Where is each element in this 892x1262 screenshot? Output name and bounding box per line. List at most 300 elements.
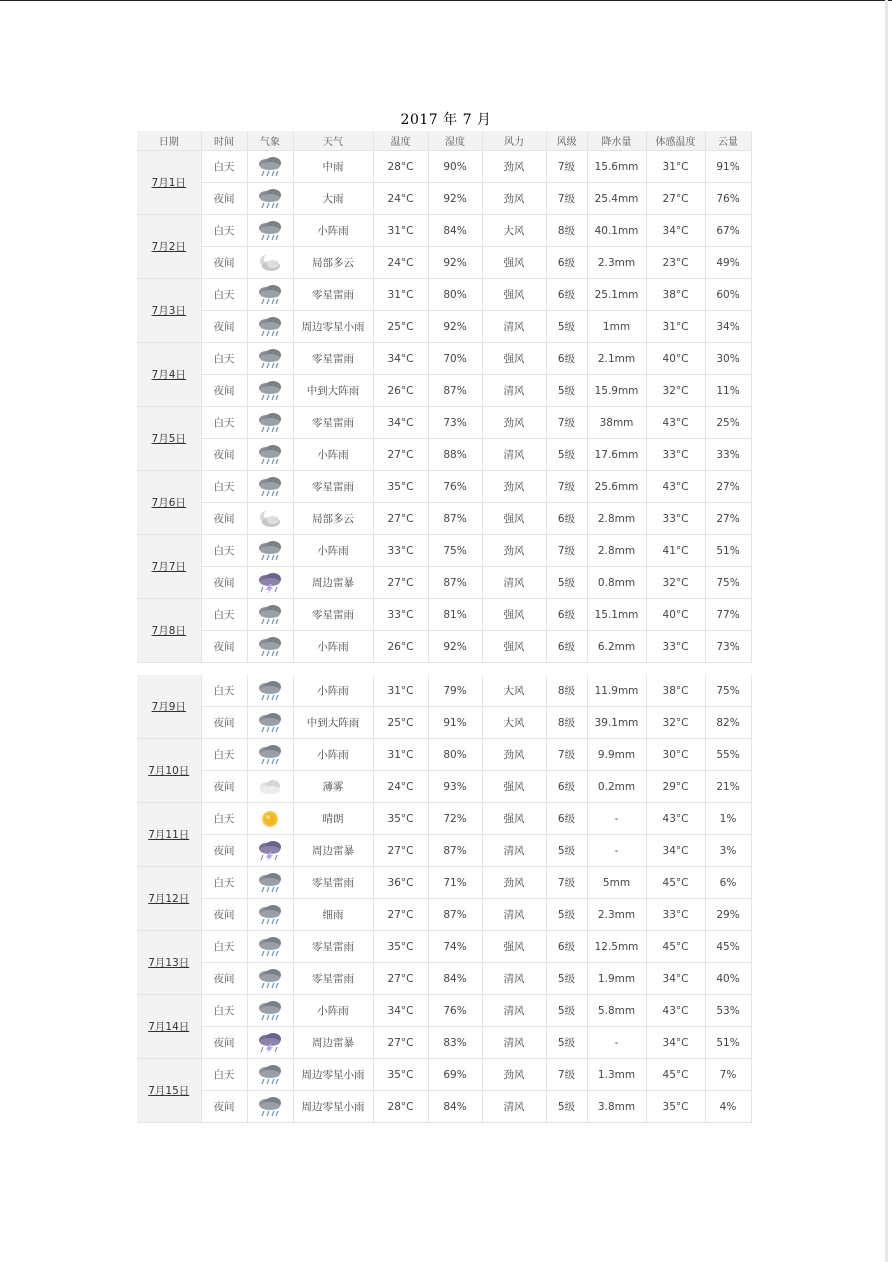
weather-cell: 小阵雨 bbox=[293, 439, 373, 471]
rain-cloud-icon bbox=[248, 188, 293, 210]
temperature-cell: 26°C bbox=[373, 375, 428, 407]
time-cell: 夜间 bbox=[201, 963, 247, 995]
table-row bbox=[137, 867, 751, 899]
table-row bbox=[137, 1059, 751, 1091]
cloud-cover-cell: 76% bbox=[705, 183, 751, 215]
wind-cell: 强风 bbox=[482, 931, 546, 963]
cloud-cover-cell: 77% bbox=[705, 599, 751, 631]
date-link[interactable]: 7月4日 bbox=[151, 369, 186, 381]
wind-cell: 强风 bbox=[482, 803, 546, 835]
table-row bbox=[137, 835, 751, 867]
feels-like-cell: 43°C bbox=[646, 407, 705, 439]
temperature-cell: 27°C bbox=[373, 899, 428, 931]
wind-level-cell: 6级 bbox=[546, 247, 587, 279]
temperature-cell: 33°C bbox=[373, 535, 428, 567]
wind-level-cell: 7级 bbox=[546, 1059, 587, 1091]
wind-level-cell: 7级 bbox=[546, 471, 587, 503]
humidity-cell: 93% bbox=[428, 771, 482, 803]
weather-cell: 大雨 bbox=[293, 183, 373, 215]
page-right-edge bbox=[885, 0, 888, 1262]
weather-icon-cell bbox=[247, 1059, 293, 1091]
wind-level-cell: 8级 bbox=[546, 675, 587, 707]
temperature-cell: 24°C bbox=[373, 771, 428, 803]
wind-level-cell: 7级 bbox=[546, 183, 587, 215]
temperature-cell: 35°C bbox=[373, 1059, 428, 1091]
cloud-cover-cell: 27% bbox=[705, 471, 751, 503]
weather-cell: 周边零星小雨 bbox=[293, 311, 373, 343]
weather-icon-cell bbox=[247, 567, 293, 599]
cloud-cover-cell: 53% bbox=[705, 995, 751, 1027]
wind-cell: 劲风 bbox=[482, 183, 546, 215]
thunderstorm-icon bbox=[248, 840, 293, 862]
weather-icon-cell bbox=[247, 675, 293, 707]
time-cell: 夜间 bbox=[201, 247, 247, 279]
weather-cell: 周边雷暴 bbox=[293, 1027, 373, 1059]
weather-icon-cell bbox=[247, 1091, 293, 1123]
date-link[interactable]: 7月13日 bbox=[148, 957, 190, 969]
temperature-cell: 36°C bbox=[373, 867, 428, 899]
partly-cloudy-moon-icon bbox=[248, 508, 293, 530]
date-link[interactable]: 7月14日 bbox=[148, 1021, 190, 1033]
rain-cloud-icon bbox=[248, 936, 293, 958]
time-cell: 白天 bbox=[201, 471, 247, 503]
precipitation-cell: 15.6mm bbox=[587, 151, 646, 183]
humidity-cell: 76% bbox=[428, 995, 482, 1027]
precipitation-cell: 2.3mm bbox=[587, 247, 646, 279]
cloud-cover-cell: 6% bbox=[705, 867, 751, 899]
temperature-cell: 35°C bbox=[373, 931, 428, 963]
precipitation-cell: 2.8mm bbox=[587, 503, 646, 535]
wind-level-cell: 6级 bbox=[546, 503, 587, 535]
feels-like-cell: 45°C bbox=[646, 1059, 705, 1091]
header-weather: 天气 bbox=[293, 131, 373, 151]
header-humidity: 湿度 bbox=[428, 131, 482, 151]
cloud-cover-cell: 55% bbox=[705, 739, 751, 771]
cloud-cover-cell: 40% bbox=[705, 963, 751, 995]
time-cell: 白天 bbox=[201, 1059, 247, 1091]
date-link[interactable]: 7月3日 bbox=[151, 305, 186, 317]
page-title: 2017 年 7 月 bbox=[400, 112, 492, 128]
temperature-cell: 27°C bbox=[373, 439, 428, 471]
weather-cell: 零星雷雨 bbox=[293, 931, 373, 963]
wind-cell: 劲风 bbox=[482, 151, 546, 183]
wind-cell: 强风 bbox=[482, 247, 546, 279]
weather-cell: 零星雷雨 bbox=[293, 279, 373, 311]
humidity-cell: 83% bbox=[428, 1027, 482, 1059]
table-row bbox=[137, 215, 751, 247]
header-wind: 风力 bbox=[482, 131, 546, 151]
date-cell bbox=[137, 279, 201, 343]
weather-icon-cell bbox=[247, 535, 293, 567]
date-link[interactable]: 7月5日 bbox=[151, 433, 186, 445]
wind-cell: 强风 bbox=[482, 503, 546, 535]
weather-icon-cell bbox=[247, 503, 293, 535]
feels-like-cell: 23°C bbox=[646, 247, 705, 279]
wind-cell: 清风 bbox=[482, 1091, 546, 1123]
weather-icon-cell bbox=[247, 835, 293, 867]
weather-table-body-part2 bbox=[137, 675, 751, 1123]
rain-cloud-icon bbox=[248, 380, 293, 402]
rain-cloud-icon bbox=[248, 1064, 293, 1086]
weather-cell: 零星雷雨 bbox=[293, 343, 373, 375]
rain-cloud-icon bbox=[248, 316, 293, 338]
date-link[interactable]: 7月1日 bbox=[151, 177, 186, 189]
time-cell: 白天 bbox=[201, 739, 247, 771]
date-link[interactable]: 7月15日 bbox=[148, 1085, 190, 1097]
humidity-cell: 74% bbox=[428, 931, 482, 963]
time-cell: 夜间 bbox=[201, 1027, 247, 1059]
feels-like-cell: 43°C bbox=[646, 995, 705, 1027]
feels-like-cell: 32°C bbox=[646, 567, 705, 599]
wind-cell: 强风 bbox=[482, 771, 546, 803]
weather-icon-cell bbox=[247, 599, 293, 631]
feels-like-cell: 41°C bbox=[646, 535, 705, 567]
humidity-cell: 84% bbox=[428, 963, 482, 995]
weather-cell: 小阵雨 bbox=[293, 675, 373, 707]
cloud-cover-cell: 33% bbox=[705, 439, 751, 471]
temperature-cell: 35°C bbox=[373, 471, 428, 503]
weather-icon-cell bbox=[247, 151, 293, 183]
humidity-cell: 73% bbox=[428, 407, 482, 439]
wind-level-cell: 8级 bbox=[546, 215, 587, 247]
time-cell: 白天 bbox=[201, 343, 247, 375]
wind-level-cell: 7级 bbox=[546, 739, 587, 771]
date-cell bbox=[137, 343, 201, 407]
weather-icon-cell bbox=[247, 631, 293, 663]
precipitation-cell: 6.2mm bbox=[587, 631, 646, 663]
weather-icon-cell bbox=[247, 899, 293, 931]
feels-like-cell: 34°C bbox=[646, 835, 705, 867]
temperature-cell: 31°C bbox=[373, 215, 428, 247]
weather-cell: 中到大阵雨 bbox=[293, 707, 373, 739]
table-row bbox=[137, 1027, 751, 1059]
date-link[interactable]: 7月9日 bbox=[151, 701, 186, 713]
precipitation-cell: 38mm bbox=[587, 407, 646, 439]
humidity-cell: 87% bbox=[428, 835, 482, 867]
humidity-cell: 81% bbox=[428, 599, 482, 631]
wind-level-cell: 6级 bbox=[546, 279, 587, 311]
rain-cloud-icon bbox=[248, 604, 293, 626]
date-cell bbox=[137, 1059, 201, 1123]
wind-level-cell: 5级 bbox=[546, 1027, 587, 1059]
header-temperature: 温度 bbox=[373, 131, 428, 151]
humidity-cell: 92% bbox=[428, 631, 482, 663]
date-link[interactable]: 7月2日 bbox=[151, 241, 186, 253]
time-cell: 白天 bbox=[201, 535, 247, 567]
time-cell: 白天 bbox=[201, 279, 247, 311]
table-row bbox=[137, 963, 751, 995]
weather-cell: 零星雷雨 bbox=[293, 963, 373, 995]
cloud-cover-cell: 75% bbox=[705, 675, 751, 707]
humidity-cell: 88% bbox=[428, 439, 482, 471]
table-row bbox=[137, 707, 751, 739]
temperature-cell: 24°C bbox=[373, 183, 428, 215]
wind-cell: 清风 bbox=[482, 375, 546, 407]
humidity-cell: 70% bbox=[428, 343, 482, 375]
date-link[interactable]: 7月8日 bbox=[151, 625, 186, 637]
date-cell bbox=[137, 995, 201, 1059]
feels-like-cell: 45°C bbox=[646, 867, 705, 899]
table-row bbox=[137, 247, 751, 279]
humidity-cell: 84% bbox=[428, 1091, 482, 1123]
rain-cloud-icon bbox=[248, 636, 293, 658]
wind-level-cell: 7级 bbox=[546, 867, 587, 899]
weather-cell: 局部多云 bbox=[293, 503, 373, 535]
precipitation-cell: 1mm bbox=[587, 311, 646, 343]
humidity-cell: 84% bbox=[428, 215, 482, 247]
precipitation-cell: 25.4mm bbox=[587, 183, 646, 215]
cloud-cover-cell: 7% bbox=[705, 1059, 751, 1091]
feels-like-cell: 33°C bbox=[646, 631, 705, 663]
sun-icon bbox=[248, 808, 293, 830]
table-row bbox=[137, 535, 751, 567]
wind-cell: 清风 bbox=[482, 995, 546, 1027]
rain-cloud-icon bbox=[248, 220, 293, 242]
humidity-cell: 92% bbox=[428, 247, 482, 279]
temperature-cell: 31°C bbox=[373, 675, 428, 707]
temperature-cell: 27°C bbox=[373, 503, 428, 535]
precipitation-cell: 39.1mm bbox=[587, 707, 646, 739]
weather-cell: 薄雾 bbox=[293, 771, 373, 803]
cloud-cover-cell: 21% bbox=[705, 771, 751, 803]
precipitation-cell: - bbox=[587, 803, 646, 835]
cloud-cover-cell: 73% bbox=[705, 631, 751, 663]
table-row bbox=[137, 343, 751, 375]
date-link[interactable]: 7月10日 bbox=[148, 765, 190, 777]
feels-like-cell: 34°C bbox=[646, 963, 705, 995]
time-cell: 夜间 bbox=[201, 899, 247, 931]
rain-cloud-icon bbox=[248, 156, 293, 178]
header-time: 时间 bbox=[201, 131, 247, 151]
thunderstorm-icon bbox=[248, 1032, 293, 1054]
precipitation-cell: 2.3mm bbox=[587, 899, 646, 931]
feels-like-cell: 29°C bbox=[646, 771, 705, 803]
feels-like-cell: 35°C bbox=[646, 1091, 705, 1123]
wind-cell: 大风 bbox=[482, 707, 546, 739]
header-feels-like: 体感温度 bbox=[646, 131, 705, 151]
precipitation-cell: 5mm bbox=[587, 867, 646, 899]
cloud-cover-cell: 1% bbox=[705, 803, 751, 835]
wind-level-cell: 7级 bbox=[546, 535, 587, 567]
table-row bbox=[137, 1091, 751, 1123]
precipitation-cell: 3.8mm bbox=[587, 1091, 646, 1123]
wind-level-cell: 5级 bbox=[546, 835, 587, 867]
date-cell bbox=[137, 867, 201, 931]
wind-level-cell: 5级 bbox=[546, 1091, 587, 1123]
precipitation-cell: 40.1mm bbox=[587, 215, 646, 247]
weather-icon-cell bbox=[247, 963, 293, 995]
weather-icon-cell bbox=[247, 739, 293, 771]
humidity-cell: 80% bbox=[428, 739, 482, 771]
temperature-cell: 34°C bbox=[373, 343, 428, 375]
time-cell: 夜间 bbox=[201, 707, 247, 739]
feels-like-cell: 45°C bbox=[646, 931, 705, 963]
precipitation-cell: 1.9mm bbox=[587, 963, 646, 995]
table-row bbox=[137, 407, 751, 439]
precipitation-cell: 2.1mm bbox=[587, 343, 646, 375]
time-cell: 白天 bbox=[201, 407, 247, 439]
rain-cloud-icon bbox=[248, 284, 293, 306]
date-link[interactable]: 7月12日 bbox=[148, 893, 190, 905]
weather-cell: 周边雷暴 bbox=[293, 835, 373, 867]
time-cell: 白天 bbox=[201, 803, 247, 835]
time-cell: 白天 bbox=[201, 867, 247, 899]
cloud-cover-cell: 51% bbox=[705, 1027, 751, 1059]
wind-level-cell: 5级 bbox=[546, 311, 587, 343]
wind-level-cell: 6级 bbox=[546, 803, 587, 835]
cloud-cover-cell: 45% bbox=[705, 931, 751, 963]
feels-like-cell: 31°C bbox=[646, 311, 705, 343]
feels-like-cell: 33°C bbox=[646, 503, 705, 535]
humidity-cell: 87% bbox=[428, 899, 482, 931]
wind-cell: 清风 bbox=[482, 567, 546, 599]
time-cell: 白天 bbox=[201, 215, 247, 247]
feels-like-cell: 33°C bbox=[646, 439, 705, 471]
wind-cell: 强风 bbox=[482, 343, 546, 375]
time-cell: 白天 bbox=[201, 599, 247, 631]
feels-like-cell: 32°C bbox=[646, 707, 705, 739]
cloud-cover-cell: 3% bbox=[705, 835, 751, 867]
header-wind-level: 风级 bbox=[546, 131, 587, 151]
humidity-cell: 87% bbox=[428, 375, 482, 407]
table-row bbox=[137, 803, 751, 835]
rain-cloud-icon bbox=[248, 872, 293, 894]
wind-level-cell: 5级 bbox=[546, 567, 587, 599]
cloud-cover-cell: 30% bbox=[705, 343, 751, 375]
rain-cloud-icon bbox=[248, 444, 293, 466]
weather-icon-cell bbox=[247, 771, 293, 803]
wind-level-cell: 7级 bbox=[546, 407, 587, 439]
table-row bbox=[137, 739, 751, 771]
table-row bbox=[137, 599, 751, 631]
date-cell bbox=[137, 151, 201, 215]
precipitation-cell: 15.9mm bbox=[587, 375, 646, 407]
haze-icon bbox=[248, 776, 293, 798]
precipitation-cell: - bbox=[587, 1027, 646, 1059]
table-row bbox=[137, 771, 751, 803]
weather-icon-cell bbox=[247, 407, 293, 439]
time-cell: 白天 bbox=[201, 931, 247, 963]
time-cell: 夜间 bbox=[201, 503, 247, 535]
weather-icon-cell bbox=[247, 311, 293, 343]
wind-level-cell: 6级 bbox=[546, 931, 587, 963]
wind-cell: 强风 bbox=[482, 279, 546, 311]
date-cell bbox=[137, 407, 201, 471]
date-cell bbox=[137, 471, 201, 535]
wind-cell: 劲风 bbox=[482, 535, 546, 567]
humidity-cell: 92% bbox=[428, 183, 482, 215]
table-row bbox=[137, 279, 751, 311]
temperature-cell: 34°C bbox=[373, 407, 428, 439]
feels-like-cell: 34°C bbox=[646, 1027, 705, 1059]
rain-cloud-icon bbox=[248, 680, 293, 702]
temperature-cell: 28°C bbox=[373, 1091, 428, 1123]
cloud-cover-cell: 25% bbox=[705, 407, 751, 439]
header-precipitation: 降水量 bbox=[587, 131, 646, 151]
temperature-cell: 27°C bbox=[373, 963, 428, 995]
temperature-cell: 25°C bbox=[373, 311, 428, 343]
cloud-cover-cell: 11% bbox=[705, 375, 751, 407]
rain-cloud-icon bbox=[248, 348, 293, 370]
cloud-cover-cell: 29% bbox=[705, 899, 751, 931]
date-link[interactable]: 7月7日 bbox=[151, 561, 186, 573]
humidity-cell: 87% bbox=[428, 503, 482, 535]
weather-icon-cell bbox=[247, 247, 293, 279]
feels-like-cell: 40°C bbox=[646, 599, 705, 631]
table-row bbox=[137, 151, 751, 183]
rain-cloud-icon bbox=[248, 412, 293, 434]
partly-cloudy-moon-icon bbox=[248, 252, 293, 274]
cloud-cover-cell: 91% bbox=[705, 151, 751, 183]
table-header-row bbox=[137, 131, 751, 151]
weather-icon-cell bbox=[247, 215, 293, 247]
precipitation-cell: 11.9mm bbox=[587, 675, 646, 707]
weather-cell: 小阵雨 bbox=[293, 631, 373, 663]
date-link[interactable]: 7月11日 bbox=[148, 829, 190, 841]
wind-cell: 强风 bbox=[482, 599, 546, 631]
feels-like-cell: 34°C bbox=[646, 215, 705, 247]
feels-like-cell: 38°C bbox=[646, 675, 705, 707]
time-cell: 白天 bbox=[201, 995, 247, 1027]
time-cell: 夜间 bbox=[201, 375, 247, 407]
date-link[interactable]: 7月6日 bbox=[151, 497, 186, 509]
date-cell bbox=[137, 215, 201, 279]
date-cell bbox=[137, 739, 201, 803]
weather-icon-cell bbox=[247, 1027, 293, 1059]
cloud-cover-cell: 82% bbox=[705, 707, 751, 739]
feels-like-cell: 30°C bbox=[646, 739, 705, 771]
weather-icon-cell bbox=[247, 343, 293, 375]
precipitation-cell: 25.1mm bbox=[587, 279, 646, 311]
temperature-cell: 27°C bbox=[373, 567, 428, 599]
weather-cell: 局部多云 bbox=[293, 247, 373, 279]
time-cell: 夜间 bbox=[201, 631, 247, 663]
time-cell: 白天 bbox=[201, 151, 247, 183]
humidity-cell: 91% bbox=[428, 707, 482, 739]
feels-like-cell: 43°C bbox=[646, 803, 705, 835]
table-row bbox=[137, 311, 751, 343]
table-row bbox=[137, 375, 751, 407]
precipitation-cell: 5.8mm bbox=[587, 995, 646, 1027]
wind-cell: 劲风 bbox=[482, 867, 546, 899]
time-cell: 夜间 bbox=[201, 771, 247, 803]
precipitation-cell: 1.3mm bbox=[587, 1059, 646, 1091]
precipitation-cell: 2.8mm bbox=[587, 535, 646, 567]
precipitation-cell: 9.9mm bbox=[587, 739, 646, 771]
wind-cell: 大风 bbox=[482, 675, 546, 707]
cloud-cover-cell: 60% bbox=[705, 279, 751, 311]
rain-cloud-icon bbox=[248, 968, 293, 990]
wind-level-cell: 6级 bbox=[546, 631, 587, 663]
wind-level-cell: 5级 bbox=[546, 899, 587, 931]
time-cell: 夜间 bbox=[201, 835, 247, 867]
wind-level-cell: 7级 bbox=[546, 151, 587, 183]
rain-cloud-icon bbox=[248, 1000, 293, 1022]
cloud-cover-cell: 49% bbox=[705, 247, 751, 279]
table-row bbox=[137, 439, 751, 471]
humidity-cell: 79% bbox=[428, 675, 482, 707]
wind-cell: 清风 bbox=[482, 311, 546, 343]
time-cell: 夜间 bbox=[201, 439, 247, 471]
precipitation-cell: 17.6mm bbox=[587, 439, 646, 471]
wind-cell: 清风 bbox=[482, 899, 546, 931]
cloud-cover-cell: 34% bbox=[705, 311, 751, 343]
wind-level-cell: 8级 bbox=[546, 707, 587, 739]
time-cell: 夜间 bbox=[201, 311, 247, 343]
feels-like-cell: 38°C bbox=[646, 279, 705, 311]
humidity-cell: 92% bbox=[428, 311, 482, 343]
weather-cell: 细雨 bbox=[293, 899, 373, 931]
